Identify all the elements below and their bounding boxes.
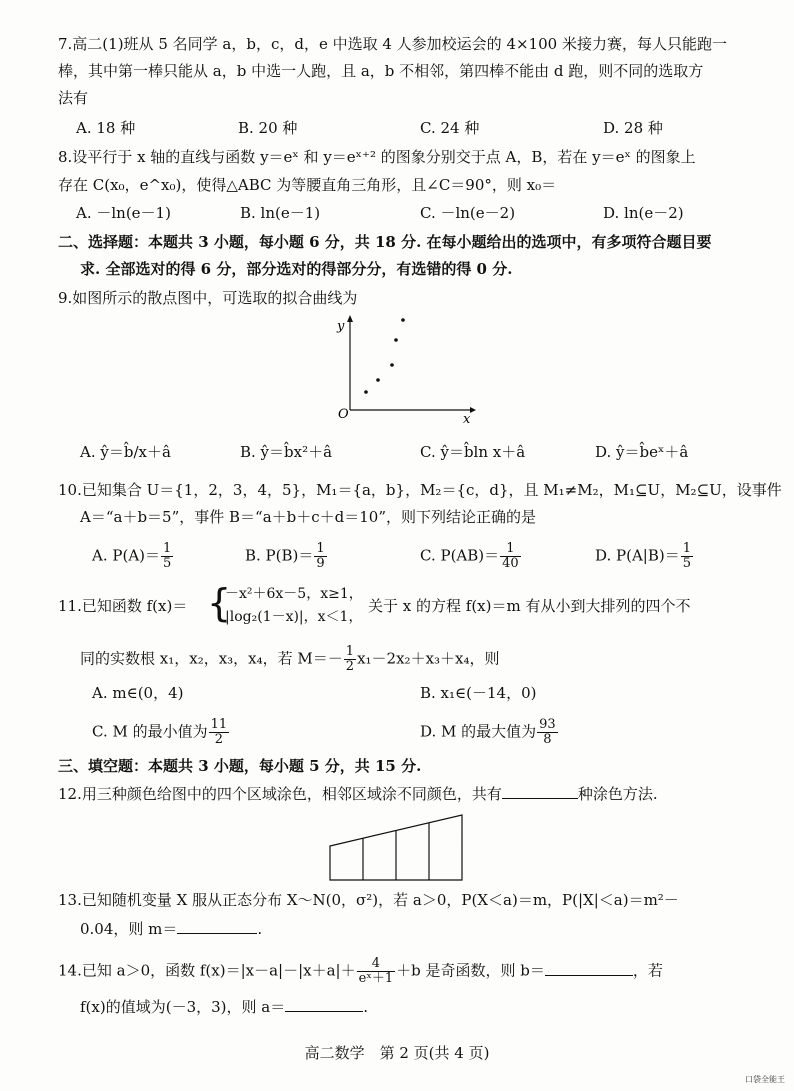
q12-answer-blank: [502, 784, 578, 799]
q9-option-b: B. ŷ＝b̂x²＋â: [240, 443, 333, 461]
section3-heading: 三、填空题：本题共 3 小题，每小题 5 分，共 15 分.: [58, 757, 422, 775]
page-footer: 高二数学 第 2 页(共 4 页): [304, 1044, 490, 1062]
q9-origin-label: O: [338, 407, 349, 422]
q10-option-c: C. P(AB)＝ $\frac{1}{40}$: [420, 541, 519, 571]
q10-line2: A＝“a＋b＝5”，事件 B＝“a＋b＋c＋d＝10”，则下列结论正确的是: [80, 508, 537, 526]
q9-option-a: A. ŷ＝b̂/x＋â: [80, 443, 171, 461]
q14-line1: 14.已知 a＞0，函数 f(x)＝|x－a|－|x＋a|＋ $\frac{4}{\text{eˣ＋1}}$ ＋b 是奇函数，则 b＝ ，若: [58, 956, 663, 986]
q7-option-b: B. 20 种: [238, 119, 298, 137]
q7-line1: 7.高二(1)班从 5 名同学 a，b，c，d，e 中选取 4 人参加校运会的 4×100 米接力赛，每人只能跑一: [58, 35, 727, 53]
q11-case2: |log₂(1－x)|，x＜1，: [225, 609, 363, 625]
q7-option-a: A. 18 种: [76, 119, 136, 137]
q9-point-4: [394, 338, 398, 342]
q7-line3: 法有: [58, 89, 89, 107]
section2-heading-line2: 求. 全部选对的得 6 分，部分选对的得部分分，有选错的得 0 分.: [80, 260, 513, 278]
q14-answer-blank-b: [545, 961, 633, 976]
q14-answer-blank-a: [285, 997, 363, 1012]
q12-text: 12.用三种颜色给图中的四个区域涂色，相邻区域涂不同颜色，共有 种涂色方法.: [58, 785, 658, 803]
q7-line2: 棒，其中第一棒只能从 a，b 中选一人跑，且 a，b 不相邻，第四棒不能由 d 跑，则不同的选取方: [58, 62, 704, 80]
q9-axis-x-label: x: [463, 412, 471, 427]
q10-option-a: A. P(A)＝ $\frac{1}{5}$: [92, 541, 172, 571]
q9-point-5: [401, 318, 405, 322]
q11-brace: {: [207, 581, 232, 625]
q14-line2: f(x)的值域为(－3，3)，则 a＝ .: [80, 998, 368, 1016]
q13-line1: 13.已知随机变量 X 服从正态分布 X～N(0，σ²)，若 a＞0，P(X＜a)＝m，P(|X|＜a)＝m²－: [58, 891, 679, 909]
q8-option-d: D. ln(e－2): [603, 204, 684, 222]
q9-axis-y-label: y: [337, 319, 345, 334]
q7-option-d: D. 28 种: [603, 119, 663, 137]
q9-option-c: C. ŷ＝b̂ln x＋â: [420, 443, 526, 461]
q11-option-d: D. M 的最大值为 $\frac{93}{8}$: [420, 717, 556, 747]
q9-scatter-plot: [330, 310, 480, 428]
q11-option-a: A. m∈(0，4): [92, 684, 184, 702]
q11-line2: 同的实数根 x₁，x₂，x₃，x₄，若 M＝－ $\frac{1}{2}$ x₁－2x₂＋x₃＋x₄，则: [80, 644, 500, 674]
q11-pre: 11.已知函数 f(x)＝: [58, 597, 188, 615]
q11-option-b: B. x₁∈(－14，0): [420, 684, 537, 702]
section2-heading-line1: 二、选择题：本题共 3 小题，每小题 6 分，共 18 分. 在每小题给出的选项中，有多项符合题目要: [58, 233, 712, 251]
q10-line1: 10.已知集合 U＝{1，2，3，4，5}，M₁＝{a，b}，M₂＝{c，d}，且 M₁≠M₂，M₁⊆U，M₂⊆U，设事件: [58, 481, 782, 499]
scanner-watermark: 口袋全能王: [745, 1075, 785, 1084]
q8-option-c: C. －ln(e－2): [420, 204, 516, 222]
q9-text: 9.如图所示的散点图中，可选取的拟合曲线为: [58, 289, 358, 307]
q10-option-d: D. P(A|B)＝ $\frac{1}{5}$: [595, 541, 692, 571]
q9-option-d: D. ŷ＝b̂eˣ＋â: [595, 443, 689, 461]
q9-point-1: [364, 390, 368, 394]
q11-post: 关于 x 的方程 f(x)＝m 有从小到大排列的四个不: [368, 597, 691, 615]
q8-option-b: B. ln(e－1): [240, 204, 321, 222]
q13-answer-blank: [177, 919, 257, 934]
q7-option-c: C. 24 种: [420, 119, 480, 137]
q9-point-2: [376, 378, 380, 382]
q11-case1: －x²＋6x－5，x≥1，: [225, 586, 363, 602]
q8-line1: 8.设平行于 x 轴的直线与函数 y＝eˣ 和 y＝eˣ⁺² 的图象分别交于点 A，B，若在 y＝eˣ 的图象上: [58, 148, 696, 166]
q10-option-b: B. P(B)＝ $\frac{1}{9}$: [245, 541, 325, 571]
q8-line2: 存在 C(x₀，e^x₀)，使得△ABC 为等腰直角三角形，且∠C＝90°，则 x₀＝: [58, 176, 557, 194]
q11-option-c: C. M 的最小值为 $\frac{11}{2}$: [92, 717, 228, 747]
q12-region-figure: [326, 810, 466, 884]
q8-option-a: A. －ln(e－1): [76, 204, 171, 222]
q13-line2: 0.04，则 m＝ .: [80, 920, 263, 938]
q9-point-3: [390, 363, 394, 367]
